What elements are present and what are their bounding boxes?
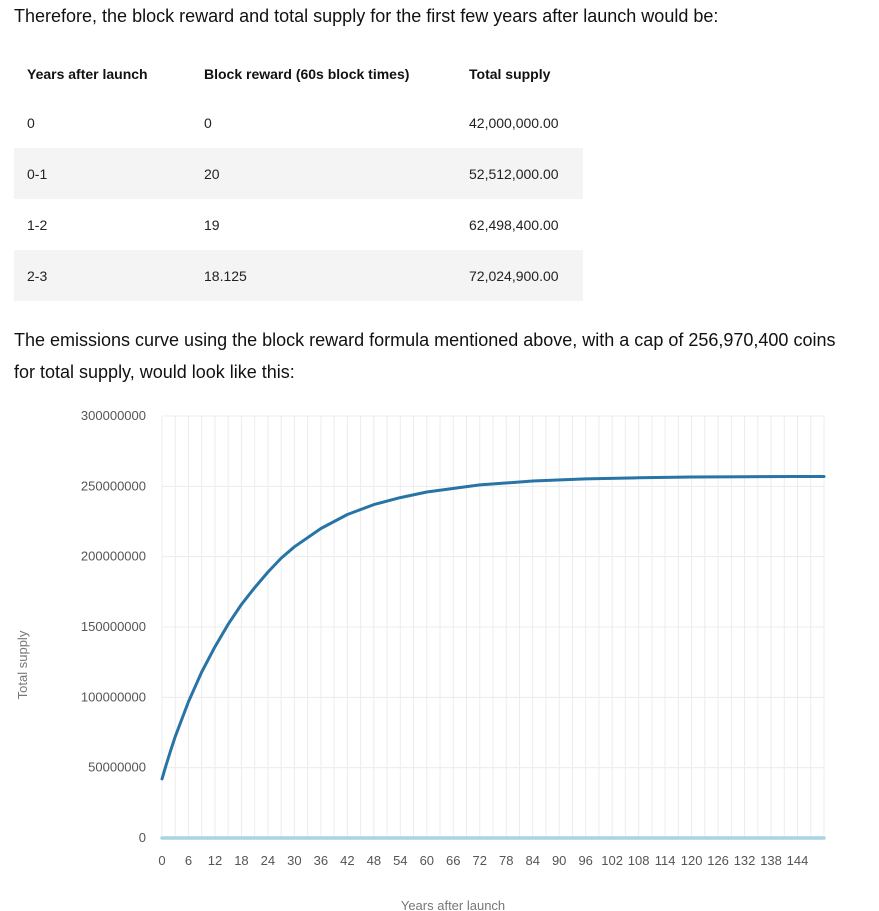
x-tick-label: 66 [446,853,461,868]
x-tick-label: 144 [786,853,809,868]
y-tick-label: 200000000 [80,548,146,564]
y-tick-label: 0 [138,830,146,845]
table-header-row [14,51,583,97]
x-tick-label: 132 [733,853,756,868]
x-tick-label: 36 [313,853,329,868]
y-axis-title: Total supply [15,630,30,700]
cell-total-supply: 62,498,400.00 [469,216,559,233]
y-tick-label: 100000000 [80,689,146,705]
table-row [14,97,583,148]
x-tick-label: 78 [499,853,514,868]
x-tick-label: 108 [627,853,650,868]
x-tick-label: 48 [366,853,382,868]
x-tick-label: 72 [472,853,487,868]
x-tick-label: 24 [260,853,276,868]
emissions-paragraph: The emissions curve using the block reward formula mentioned above, with a cap of 256,970,400 coins for total supply, would look like this: [14,330,836,382]
header-total-supply: Total supply [469,66,551,82]
x-tick-label: 54 [393,853,408,868]
x-tick-label: 30 [287,853,302,868]
cell-block-reward: 20 [191,148,456,199]
cell-years: 0-1 [14,148,191,199]
x-tick-label: 18 [234,853,249,868]
y-tick-label: 50000000 [88,759,146,775]
y-tick-label: 300000000 [80,408,146,423]
cell-years: 1-2 [27,216,48,233]
emissions-chart [0,398,879,911]
cell-years: 2-3 [14,250,191,301]
x-tick-label: 60 [419,853,435,868]
x-tick-label: 96 [578,853,593,868]
x-axis-title: Years after launch [400,898,506,911]
table-row [14,148,583,199]
x-tick-label: 90 [551,853,567,868]
y-tick-label: 150000000 [80,619,146,634]
x-tick-label: 0 [158,853,166,868]
x-tick-label: 120 [680,853,703,868]
x-tick-label: 42 [340,853,355,868]
cell-block-reward: 0 [204,114,212,131]
x-tick-label: 6 [184,853,193,868]
y-tick-label: 250000000 [80,478,146,494]
supply-table [14,51,583,301]
x-tick-label: 138 [760,853,782,868]
cell-block-reward: 18.125 [191,250,456,301]
cell-block-reward: 19 [204,216,220,233]
intro-text: Therefore, the block reward and total supply for the first few years after launch would be: [14,6,719,26]
cell-total-supply: 52,512,000.00 [456,148,583,199]
x-tick-label: 84 [525,853,540,868]
x-tick-label: 12 [207,853,223,868]
x-tick-label: 102 [601,853,624,868]
cell-total-supply: 72,024,900.00 [456,250,583,301]
x-tick-label: 114 [654,853,676,868]
cell-total-supply: 42,000,000.00 [469,114,559,131]
x-tick-label: 126 [707,853,729,868]
table-row [14,250,583,301]
table-row [14,199,583,250]
header-block-reward: Block reward (60s block times) [204,66,410,82]
cell-years: 0 [27,114,35,131]
header-years: Years after launch [27,66,148,82]
